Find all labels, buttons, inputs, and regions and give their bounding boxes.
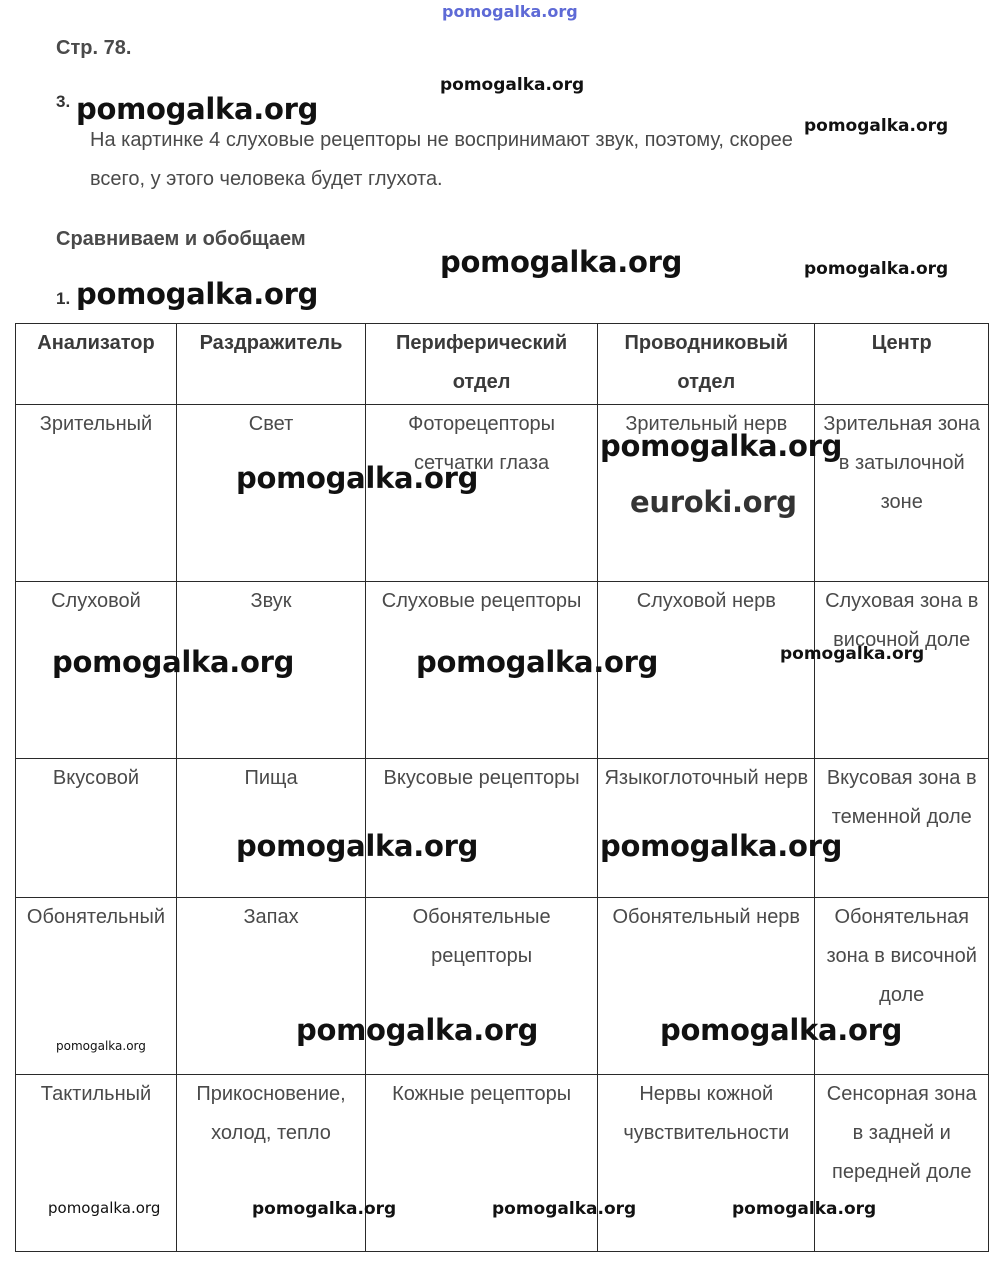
table-cell: Запах: [176, 898, 365, 1075]
watermark: pomogalka.org: [416, 645, 659, 679]
table-cell: Вкусовой: [16, 759, 177, 898]
table-cell: Вкусовая зона в теменной доле: [815, 759, 989, 898]
table-header-cell: Анализатор: [16, 324, 177, 405]
table-cell: Языкоглоточный нерв: [598, 759, 815, 898]
table-header-cell: Центр: [815, 324, 989, 405]
table-row: [16, 405, 989, 582]
table-cell: Нервы кожной чувствительности: [598, 1075, 815, 1252]
table-cell: Обонятельный нерв: [598, 898, 815, 1075]
watermark: pomogalka.org: [600, 429, 843, 463]
table-cell: Свет: [176, 405, 365, 582]
watermark: pomogalka.org: [804, 259, 949, 279]
watermark: pomogalka.org: [600, 829, 843, 863]
task3-line1: На картинке 4 слуховые рецепторы не воспринимают звук, поэтому, скорее: [90, 129, 793, 151]
watermark: pomogalka.org: [440, 245, 683, 279]
table-cell: Слуховая зона в височной доле: [815, 582, 989, 759]
task3-number: 3.: [56, 92, 71, 111]
table-row: [16, 1075, 989, 1252]
watermark: pomogalka.org: [732, 1199, 877, 1219]
top-watermark: pomogalka.org: [442, 2, 578, 21]
section-title: Сравниваем и обобщаем: [56, 228, 306, 250]
table-cell: Обонятельная зона в височной доле: [815, 898, 989, 1075]
watermark: pomogalka.org: [76, 92, 319, 126]
table-cell: Сенсорная зона в задней и передней доле: [815, 1075, 989, 1252]
watermark: pomogalka.org: [804, 116, 949, 136]
watermark: pomogalka.org: [52, 645, 295, 679]
watermark: pomogalka.org: [56, 1039, 146, 1053]
watermark: pomogalka.org: [660, 1013, 903, 1047]
table-cell: Прикосновение, холод, тепло: [176, 1075, 365, 1252]
watermark: pomogalka.org: [236, 829, 479, 863]
table-cell: Вкусовые рецепторы: [366, 759, 598, 898]
table-cell: Тактильный: [16, 1075, 177, 1252]
watermark: pomogalka.org: [48, 1199, 161, 1217]
task3-line2: всего, у этого человека будет глухота.: [90, 168, 443, 190]
table-header-cell: Раздражитель: [176, 324, 365, 405]
table-cell: Зрительный: [16, 405, 177, 582]
table-cell: Зрительная зона в затылочной зоне: [815, 405, 989, 582]
analyzer-comparison-table: [15, 323, 989, 1252]
watermark: pomogalka.org: [236, 461, 479, 495]
table-row: [16, 898, 989, 1075]
table-cell: Кожные рецепторы: [366, 1075, 598, 1252]
table-cell: Пища: [176, 759, 365, 898]
table-header-row: [16, 324, 989, 405]
table-row: [16, 759, 989, 898]
table-cell: Зрительный нерв: [598, 405, 815, 582]
table-cell: Обонятельный: [16, 898, 177, 1075]
watermark: pomogalka.org: [440, 75, 585, 95]
watermark: pomogalka.org: [780, 644, 925, 664]
table-cell: Звук: [176, 582, 365, 759]
table-cell: Фоторецепторы сетчатки глаза: [366, 405, 598, 582]
watermark: pomogalka.org: [296, 1013, 539, 1047]
table-cell: Обонятельные рецепторы: [366, 898, 598, 1075]
watermark: pomogalka.org: [76, 277, 319, 311]
task1-number: 1.: [56, 289, 71, 308]
page-ref-heading: Стр. 78.: [56, 37, 132, 59]
table-cell: Слуховой нерв: [598, 582, 815, 759]
table-cell: Слуховой: [16, 582, 177, 759]
table-cell: Слуховые рецепторы: [366, 582, 598, 759]
table-header-cell: Периферический отдел: [366, 324, 598, 405]
watermark: pomogalka.org: [252, 1199, 397, 1219]
table-header-cell: Проводниковый отдел: [598, 324, 815, 405]
watermark-euroki: euroki.org: [630, 485, 797, 519]
watermark: pomogalka.org: [492, 1199, 637, 1219]
